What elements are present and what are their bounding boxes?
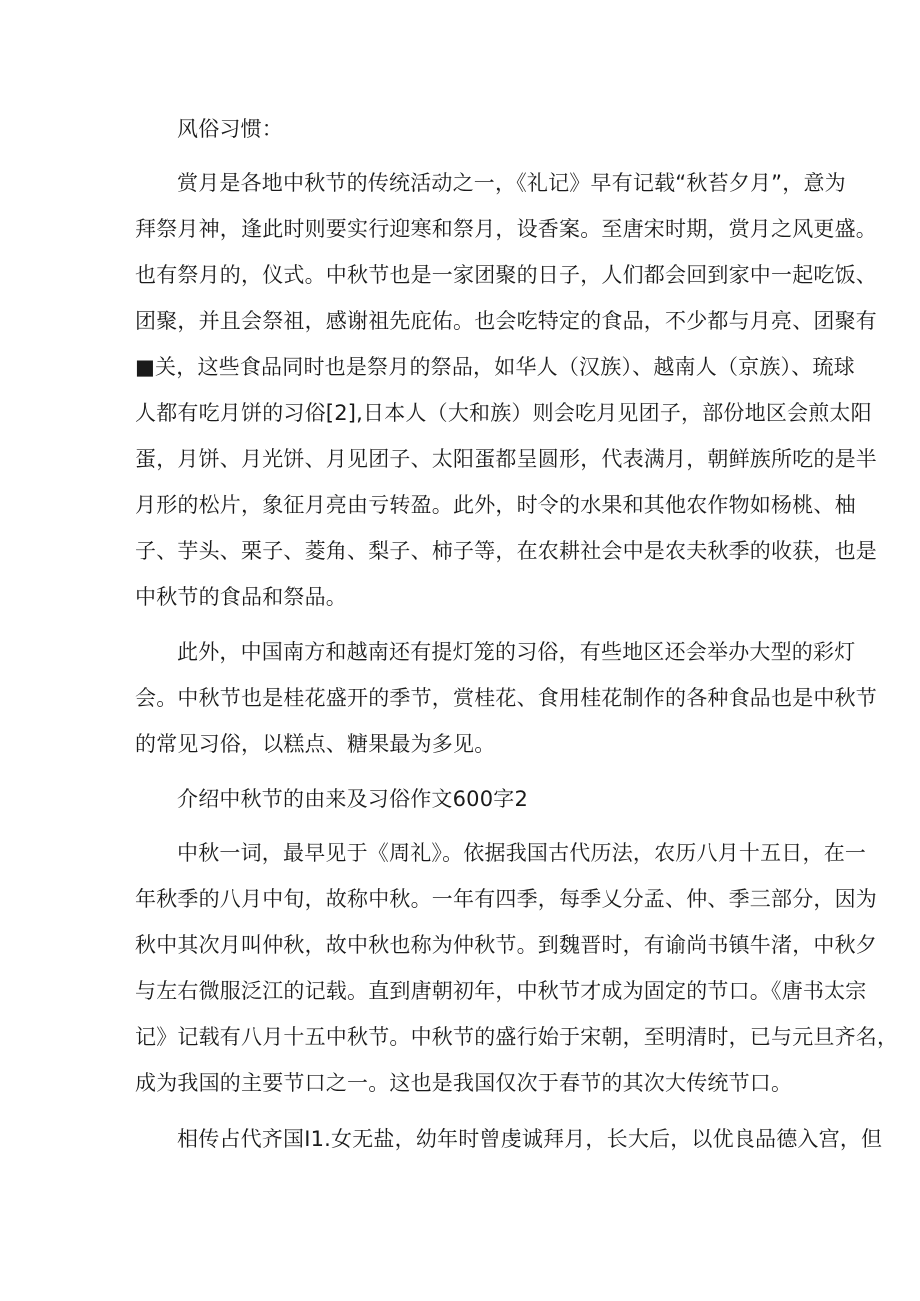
text-line: 赏月是各地中秋节的传统活动之一，《礼记》早有记载“秋苔夕月”，意为	[177, 171, 846, 195]
text-line: 团聚，并且会祭祖，感谢祖先庇佑。也会吃特定的食品，不少都与月亮、团聚有	[135, 309, 877, 333]
text-line: 拜祭月神，逢此时则要实行迎寒和祭月，设香案。至唐宋时期，赏月之风更盛。	[135, 217, 877, 241]
text-line: 月形的松片，象征月亮由亏转盈。此外，时令的水果和其他农作物如杨桃、柚	[135, 493, 856, 517]
text-line: 成为我国的主要节口之一。这也是我国仅次于春节的其次大传统节口。	[135, 1071, 793, 1095]
text-line: 年秋季的八月中旬，故称中秋。一年有四季，每季乂分孟、仲、季三部分，因为	[135, 887, 877, 911]
text-line: 与左右微服泛江的记载。直到唐朝初年，中秋节才成为固定的节口。《唐书太宗	[135, 979, 867, 1003]
section-heading-essay: 介绍中秋节的由来及习俗作文600字2	[177, 787, 529, 811]
text-line: 相传占代齐国I1.女无盐，幼年时曾虔诚拜月，长大后，以优良品德入宫，但	[177, 1127, 883, 1151]
text-line: 秋中其次月叫仲秋，故中秋也称为仲秋节。到魏晋时，有谕尚书镇牛渚，中秋夕	[135, 933, 877, 957]
text-line: 人都有吃月饼的习俗[2],日本人（大和族）则会吃月见团子，部份地区会煎太阳	[135, 401, 872, 425]
text-line: ■关，这些食品同时也是祭月的祭品，如华人（汉族）、越南人（京族）、琉球	[135, 355, 855, 379]
text-line: 蛋，月饼、月光饼、月见团子、太阳蛋都呈圆形，代表满月，朝鲜族所吃的是半	[135, 447, 877, 471]
text-line: 的常见习俗，以糕点、糖果最为多见。	[135, 732, 496, 756]
text-line: 也有祭月的，仪式。中秋节也是一家团聚的日子，人们都会回到家中一起吃饭、	[135, 263, 877, 287]
text-line: 此外，中国南方和越南还有提灯笼的习俗，有些地区还会举办大型的彩灯	[177, 640, 856, 664]
text-line: 记》记载有八月十五中秋节。中秋节的盛行始于宋朝，至明清时，已与元旦齐名，	[135, 1025, 899, 1049]
section-heading-customs: 风俗习惯：	[177, 117, 283, 141]
text-line: 会。中秋节也是桂花盛开的季节，赏桂花、食用桂花制作的各种食品也是中秋节	[135, 686, 877, 710]
text-line: 中秋节的食品和祭品。	[135, 585, 347, 609]
text-line: 中秋一词，最早见于《周礼》。依据我国古代历法，农历八月十五日，在一	[177, 841, 867, 865]
text-line: 子、芋头、栗子、菱角、梨子、柿子等，在农耕社会中是农夫秋季的收获，也是	[135, 539, 877, 563]
